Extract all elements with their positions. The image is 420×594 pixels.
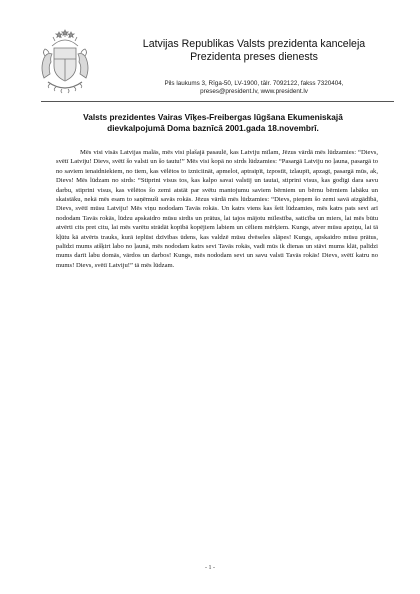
header-divider (41, 101, 394, 102)
prayer-text: Mēs visi visās Latvijas malās, mēs visi plašajā pasaulē, kas Latviju mīlam, Jēzus vārdā mēs lūdzamies: “Dievs, svētī Latviju! Dievs, svētī šo valsti un šo tautu!” Mēs visi kopā no sirds lūdzamies: “Pasargā Latviju no ļauna, pasargā to no saviem ienaidniekiem, no tiem, kas vēlētos to izniciināt, apmelot, aptraipīt, izpostīt, izlaupīt, apzagt, pasargā mūs, ak, Dievs! Mēs lūdzam no sirds: “Stiprini visus tos, kas kalpo savai valstij un tautai, stiprini visus, kas godīgi dara savu darbu, stiprini visus, kas vēlētos šo zemi atstāt par svētu mantojumu saviem bērniem un bērnu bērniem labāku un skaistāku, nekā mēs esam to saņēmuši savās rokās. Jēzus vārdā mēs lūdzamies: “Dievs, pieņem šo zemi savā aizgādībā, Dievs, svētī mūsu Latviju! Mēs viņu nododam Tavās rokās. Un katrs viens kas šeit lūdzamies, mēs katrs pats sevi arī nododam Tavās rokās, lūdzu apskaidro mūsu sirdis un prātus, lai tajos mājotu mīlestība, saticība un miers, lai mēs būtu atvērti cits pret citu, lai mēs varētu strādāt kopībā kopējiem labiem un cēliem mērķiem. Kungs, atver mūsu apziņu, lai tā kļūtu kā atvērts trauks, kurā ieplūst dzīvības ūdens, kas valdzē mūsu dvēseles slāpes! Kungs, apskaidro mūsu prātus, palīdzi mums atšķirt labo no ļaunā, mēs nododam katrs sevi Tavās rokās, vadi mūs ik dienas un stāvi mums klāt, palīdzi mums darīt labu domās, vārdos un darbos! Kungs, mēs nododam sevi un savu valsti Tavās rokās! Dievs, svētī katru no mums! Dievs, svētī Latviju!” tā mēs lūdzam. (56, 149, 378, 269)
contact-line: preses@president.lv, www.president.lv (200, 88, 308, 95)
page-number: - 1 - (205, 565, 215, 571)
letterhead (104, 38, 404, 96)
department-name: Prezidenta preses dienests (190, 51, 318, 63)
latvia-coat-of-arms-icon (30, 28, 100, 96)
title-line: dievkalpojumā Doma baznīcā 2001.gada 18.novembrī. (107, 123, 319, 133)
address-line: Pils laukums 3, Rīga-50, LV-1900, tālr. 7092122, fakss 7320404, (164, 80, 344, 87)
title-line: Valsts prezidentes Vairas Vīķes-Freibergas lūgšana Ekumeniskajā (83, 112, 343, 122)
document-title (40, 112, 386, 134)
organization-name: Latvijas Republikas Valsts prezidenta kanceleja (142, 38, 366, 50)
contact-address (104, 80, 404, 96)
